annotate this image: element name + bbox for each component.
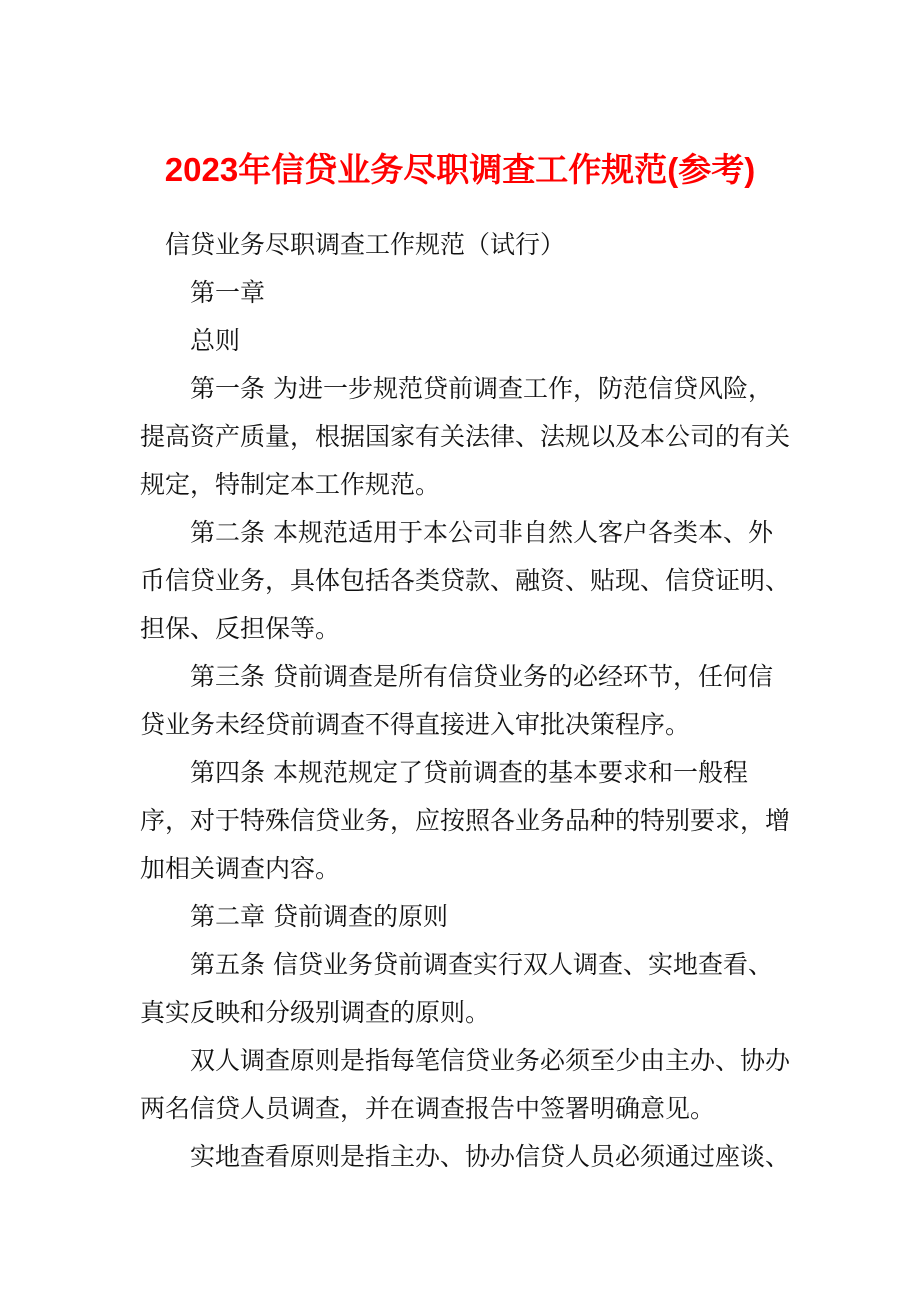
article-paragraph: 第四条 本规范规定了贷前调查的基本要求和一般程序，对于特殊信贷业务，应按照各业务品种的特别要求，增加相关调查内容。 [140,758,791,883]
document-title: 2023年信贷业务尽职调查工作规范(参考) [164,151,756,188]
article-paragraph: 第二条 本规范适用于本公司非自然人客户各类本、外币信贷业务，具体包括各类贷款、融资、贴现、信贷证明、担保、反担保等。 [140,518,791,643]
section-heading: 总则 [190,326,241,355]
document-body [140,221,792,1181]
chapter-heading: 第一章 [190,278,266,307]
document-subtitle: 信贷业务尽职调查工作规范（试行） [165,230,566,259]
article-paragraph: 第三条 贷前调查是所有信贷业务的必经环节，任何信贷业务未经贷前调查不得直接进入审批决策程序。 [140,662,773,739]
chapter-heading: 第二章 贷前调查的原则 [190,902,448,931]
body-paragraph: 实地查看原则是指主办、协办信贷人员必须通过座谈、 [190,1142,791,1171]
body-paragraph: 双人调查原则是指每笔信贷业务必须至少由主办、协办两名信贷人员调查，并在调查报告中签署明确意见。 [140,1046,791,1123]
article-paragraph: 第一条 为进一步规范贷前调查工作，防范信贷风险，提高资产质量，根据国家有关法律、法规以及本公司的有关规定，特制定本工作规范。 [140,374,791,499]
article-paragraph: 第五条 信贷业务贷前调查实行双人调查、实地查看、真实反映和分级别调查的原则。 [140,950,773,1027]
